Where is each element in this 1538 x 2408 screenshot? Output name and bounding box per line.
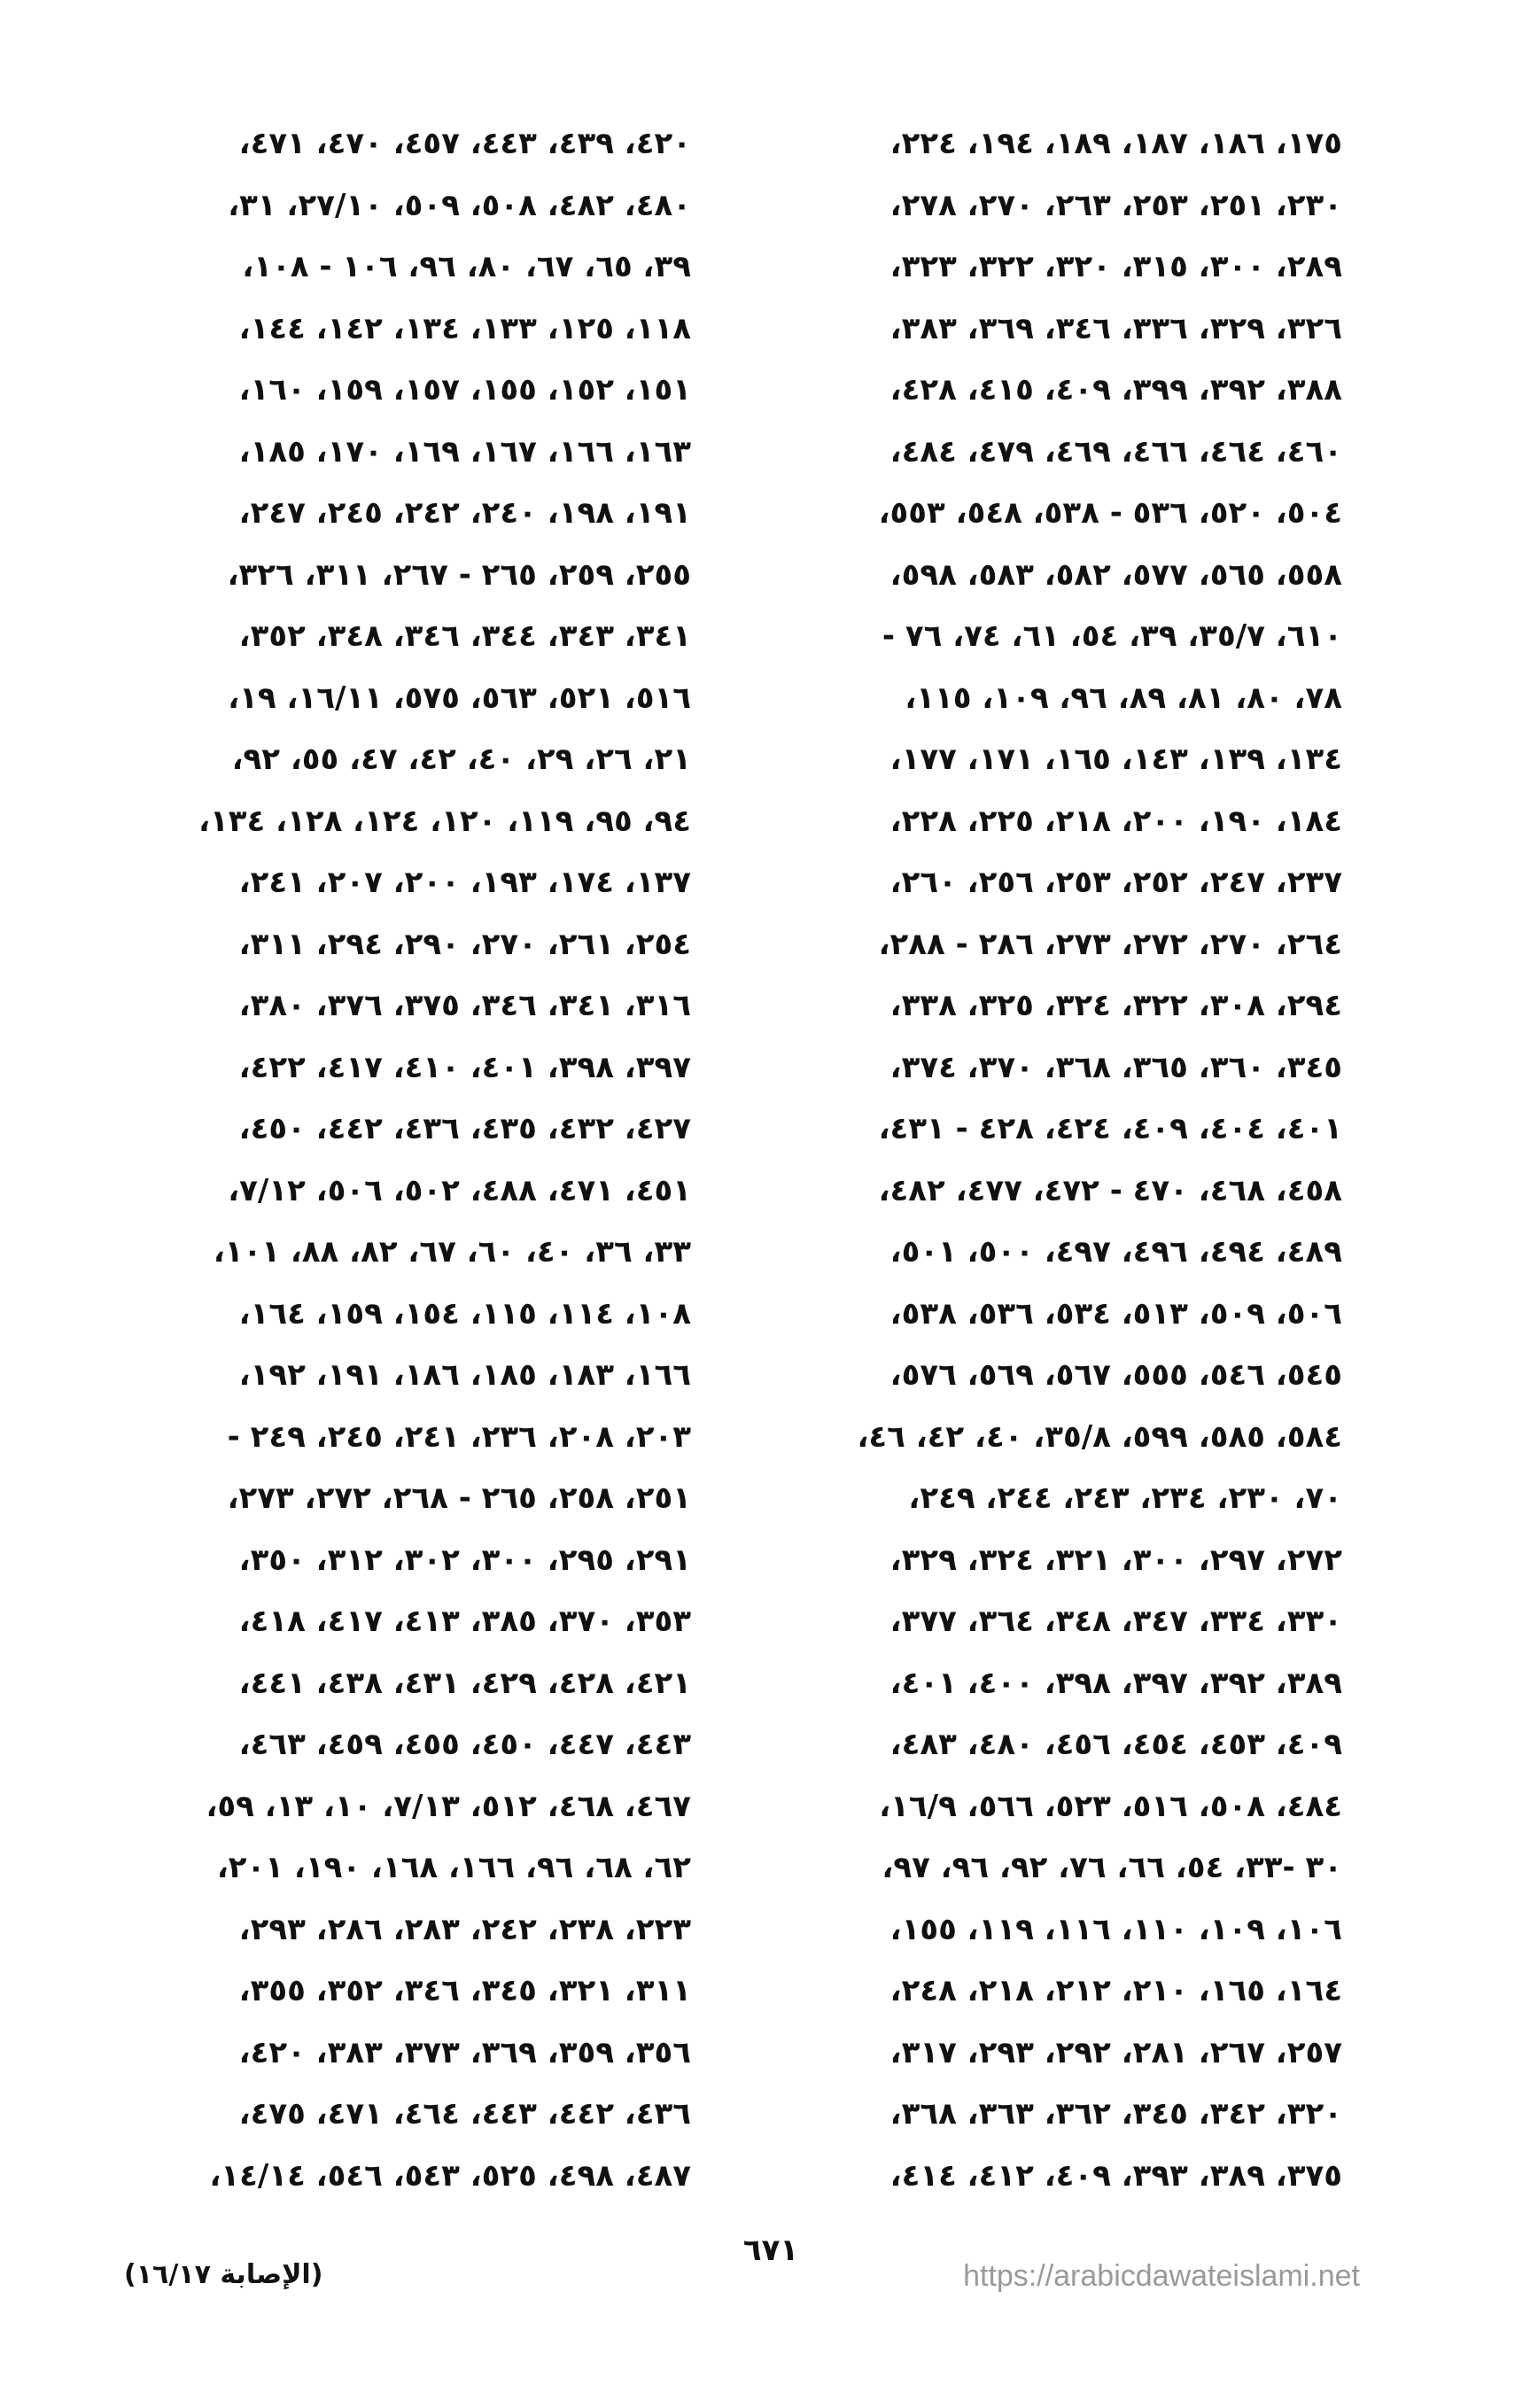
index-line: ٢٣٠، ٢٥١، ٢٥٣، ٢٦٣، ٢٧٠، ٢٧٨، [889, 187, 1342, 223]
footer-reference: (الإصابة ١٦/١٧) [124, 2259, 323, 2290]
index-line: ٤٢١، ٤٢٨، ٤٢٩، ٤٣١، ٤٣٨، ٤٤١، [238, 1665, 691, 1701]
index-line: ١٧٥، ١٨٦، ١٨٧، ١٨٩، ١٩٤، ٢٢٤، [889, 126, 1342, 161]
index-line: ٥١٦، ٥٢١، ٥٦٣، ٥٧٥، ١٦/١١، ١٩، [228, 680, 691, 716]
index-line: ٧٠، ٢٣٠، ٢٣٤، ٢٤٣، ٢٤٤، ٢٤٩، [908, 1480, 1342, 1516]
index-line: ٢٨٩، ٣٠٠، ٣١٥، ٣٢٠، ٣٢٢، ٣٢٣، [889, 249, 1342, 284]
index-line: ٤٨٩، ٤٩٤، ٤٩٦، ٤٩٧، ٥٠٠، ٥٠١، [889, 1234, 1342, 1270]
index-line: ٣٥٦، ٣٥٩، ٣٦٩، ٣٧٣، ٣٨٣، ٤٢٠، [238, 2034, 691, 2070]
index-line: ٤٤٣، ٤٤٧، ٤٥٠، ٤٥٥، ٤٥٩، ٤٦٣، [238, 1727, 691, 1762]
index-line: ١٠٨، ١١٤، ١١٥، ١٥٤، ١٥٩، ١٦٤، [238, 1295, 691, 1332]
watermark-url: https://arabicdawateislami.net [963, 2259, 1360, 2293]
index-line: ٢١، ٢٦، ٢٩، ٤٠، ٤٢، ٤٧، ٥٥، ٩٢، [231, 742, 691, 777]
index-line: ٢٧٢، ٢٩٧، ٣٠٠، ٣٢١، ٣٢٤، ٣٢٩، [889, 1542, 1342, 1578]
index-line: ٣١١، ٣٢١، ٣٤٥، ٣٤٦، ٣٥٢، ٣٥٥، [238, 1973, 691, 2008]
index-line: ٢٩٤، ٣٠٨، ٣٢٢، ٣٢٤، ٣٢٥، ٣٣٨، [889, 988, 1342, 1023]
index-line: ٦٢، ٦٨، ٩٦، ١٦٦، ١٦٨، ١٩٠، ٢٠١، [216, 1850, 691, 1885]
index-line: ٤٦٧، ٤٦٨، ٥١٢، ٧/١٣، ١٠، ١٣، ٥٩، [206, 1788, 691, 1824]
index-line: ١١٨، ١٢٥، ١٣٣، ١٣٤، ١٤٢، ١٤٤، [238, 310, 691, 346]
index-line: ٥٥٨، ٥٦٥، ٥٧٧، ٥٨٢، ٥٨٣، ٥٩٨، [889, 556, 1342, 593]
index-line: ١٣٤، ١٣٩، ١٤٣، ١٦٥، ١٧١، ١٧٧، [889, 742, 1342, 777]
index-line: ١٣٧، ١٧٤، ١٩٣، ٢٠٠، ٢٠٧، ٢٤١، [238, 865, 691, 900]
index-line: ٤٢٧، ٤٣٢، ٤٣٥، ٤٣٦، ٤٤٢، ٤٥٠، [238, 1111, 691, 1146]
index-line: ٤٥٨، ٤٦٨، ٤٧٠ - ٤٧٢، ٤٧٧، ٤٨٢، [878, 1172, 1342, 1208]
index-line: ٢٣٧، ٢٤٧، ٢٥٢، ٢٥٣، ٢٥٦، ٢٦٠، [889, 865, 1342, 900]
index-line: ١٦٣، ١٦٦، ١٦٧، ١٦٩، ١٧٠، ١٨٥، [238, 433, 691, 470]
index-line: ٩٤، ٩٥، ١١٩، ١٢٠، ١٢٤، ١٢٨، ١٣٤، [198, 803, 691, 839]
index-line: ١٥١، ١٥٢، ١٥٥، ١٥٧، ١٥٩، ١٦٠، [238, 372, 691, 408]
index-line: ٥٨٤، ٥٨٥، ٥٩٩، ٣٥/٨، ٤٠، ٤٢، ٤٦، [857, 1418, 1342, 1455]
index-line: ٣٠ -٣٣، ٥٤، ٦٦، ٧٦، ٩٢، ٩٦، ٩٧، [882, 1850, 1342, 1885]
index-line: ٢٩١، ٢٩٥، ٣٠٠، ٣٠٢، ٣١٢، ٣٥٠، [238, 1542, 691, 1578]
index-line: ٣٢٠، ٣٤٢، ٣٤٥، ٣٦٢، ٣٦٣، ٣٦٨، [889, 2096, 1342, 2132]
index-line: ٣٨٨، ٣٩٢، ٣٩٩، ٤٠٩، ٤١٥، ٤٢٨، [889, 372, 1342, 408]
index-line: ٣٨٩، ٣٩٢، ٣٩٧، ٣٩٨، ٤٠٠، ٤٠١، [889, 1665, 1342, 1701]
index-line: ٢٠٣، ٢٠٨، ٢٣٦، ٢٤١، ٢٤٥، ٢٤٩ - [227, 1418, 691, 1455]
index-line: ٥٠٦، ٥٠٩، ٥١٣، ٥٣٤، ٥٣٦، ٥٣٨، [889, 1295, 1342, 1332]
index-line: ١٨٤، ١٩٠، ٢٠٠، ٢١٨، ٢٢٥، ٢٢٨، [889, 803, 1342, 839]
page-number: ٦٧١ [742, 2233, 799, 2268]
index-line: ٢٢٣، ٢٣٨، ٢٤٢، ٢٨٣، ٢٨٦، ٢٩٣، [238, 1911, 691, 1947]
index-line: ٤٣٦، ٤٤٢، ٤٤٣، ٤٦٤، ٤٧١، ٤٧٥، [238, 2096, 691, 2132]
index-line: ٤٨٤، ٥٠٨، ٥١٦، ٥٢٣، ٥٦٦، ١٦/٩، [879, 1788, 1342, 1824]
index-line: ٥٠٤، ٥٢٠، ٥٣٦ - ٥٣٨، ٥٤٨، ٥٥٣، [878, 495, 1342, 531]
index-line: ٢٥٥، ٢٥٩، ٢٦٥ - ٢٦٧، ٣١١، ٣٢٦، [227, 556, 691, 593]
index-line: ٤٠٩، ٤٥٣، ٤٥٤، ٤٥٦، ٤٨٠، ٤٨٣، [889, 1727, 1342, 1762]
index-line: ٣٣٠، ٣٣٤، ٣٤٧، ٣٤٨، ٣٦٤، ٣٧٧، [889, 1604, 1342, 1639]
index-line: ٦١٠، ٣٥/٧، ٣٩، ٥٤، ٦١، ٧٤، ٧٦ - [882, 618, 1342, 654]
index-line: ٢٦٤، ٢٧٠، ٢٧٢، ٢٧٣، ٢٨٦ - ٢٨٨، [878, 926, 1342, 962]
index-line: ٥٤٥، ٥٤٦، ٥٥٥، ٥٦٧، ٥٦٩، ٥٧٦، [889, 1357, 1342, 1393]
index-line: ٣٩٧، ٣٩٨، ٤٠١، ٤١٠، ٤١٧، ٤٢٢، [238, 1049, 691, 1085]
index-line: ٣٢٦، ٣٢٩، ٣٣٦، ٣٤٦، ٣٦٩، ٣٨٣، [889, 310, 1342, 346]
index-line: ٣٥٣، ٣٧٠، ٣٨٥، ٤١٣، ٤١٧، ٤١٨، [238, 1604, 691, 1639]
index-line: ٢٥٤، ٢٦١، ٢٧٠، ٢٩٠، ٢٩٤، ٣١١، [238, 926, 691, 962]
index-line: ٣٤١، ٣٤٣، ٣٤٤، ٣٤٦، ٣٤٨، ٣٥٢، [238, 618, 691, 654]
index-line: ٣٣، ٣٦، ٤٠، ٦٠، ٦٧، ٨٢، ٨٨، ١٠١، [213, 1234, 691, 1270]
index-line: ٣٤٥، ٣٦٠، ٣٦٥، ٣٦٨، ٣٧٠، ٣٧٤، [889, 1049, 1342, 1085]
index-line: ٤٥١، ٤٧١، ٤٨٨، ٥٠٢، ٥٠٦، ٧/١٢، [228, 1172, 691, 1208]
index-line: ٣٧٥، ٣٨٩، ٣٩٣، ٤٠٩، ٤١٢، ٤١٤، [889, 2157, 1342, 2194]
index-line: ٣١٦، ٣٤١، ٣٤٦، ٣٧٥، ٣٧٦، ٣٨٠، [238, 988, 691, 1023]
index-line: ١٦٤، ١٦٥، ٢١٠، ٢١٢، ٢١٨، ٢٤٨، [889, 1973, 1342, 2008]
index-line: ١٦٦، ١٨٣، ١٨٥، ١٨٦، ١٩١، ١٩٢، [238, 1357, 691, 1393]
index-line: ٤٨٠، ٤٨٢، ٥٠٨، ٥٠٩، ٢٧/١٠، ٣١، [228, 187, 691, 223]
index-line: ١٩١، ١٩٨، ٢٤٠، ٢٤٢، ٢٤٥، ٢٤٧، [238, 495, 691, 531]
index-line: ٤٦٠، ٤٦٤، ٤٦٦، ٤٦٩، ٤٧٩، ٤٨٤، [889, 433, 1342, 470]
index-column-right [775, 113, 1342, 2207]
index-line: ٢٥٧، ٢٦٧، ٢٨١، ٢٩٢، ٢٩٣، ٣١٧، [889, 2034, 1342, 2070]
index-line: ٧٨، ٨٠، ٨١، ٨٩، ٩٦، ١٠٩، ١١٥، [905, 680, 1342, 716]
index-column-left [124, 113, 691, 2207]
index-line: ٤٨٧، ٤٩٨، ٥٢٥، ٥٤٣، ٥٤٦، ١٤/١٤، [209, 2157, 691, 2194]
index-line: ٢٥١، ٢٥٨، ٢٦٥ - ٢٦٨، ٢٧٢، ٢٧٣، [227, 1480, 691, 1516]
index-line: ٤٠١، ٤٠٤، ٤٠٩، ٤٢٤، ٤٢٨ - ٤٣١، [878, 1111, 1342, 1146]
index-line: ٣٩، ٦٥، ٦٧، ٨٠، ٩٦، ١٠٦ - ١٠٨، [242, 249, 691, 284]
index-line: ٤٢٠، ٤٣٩، ٤٤٣، ٤٥٧، ٤٧٠، ٤٧١، [238, 126, 691, 161]
index-line: ١٠٦، ١٠٩، ١١٠، ١١٦، ١١٩، ١٥٥، [889, 1911, 1342, 1947]
